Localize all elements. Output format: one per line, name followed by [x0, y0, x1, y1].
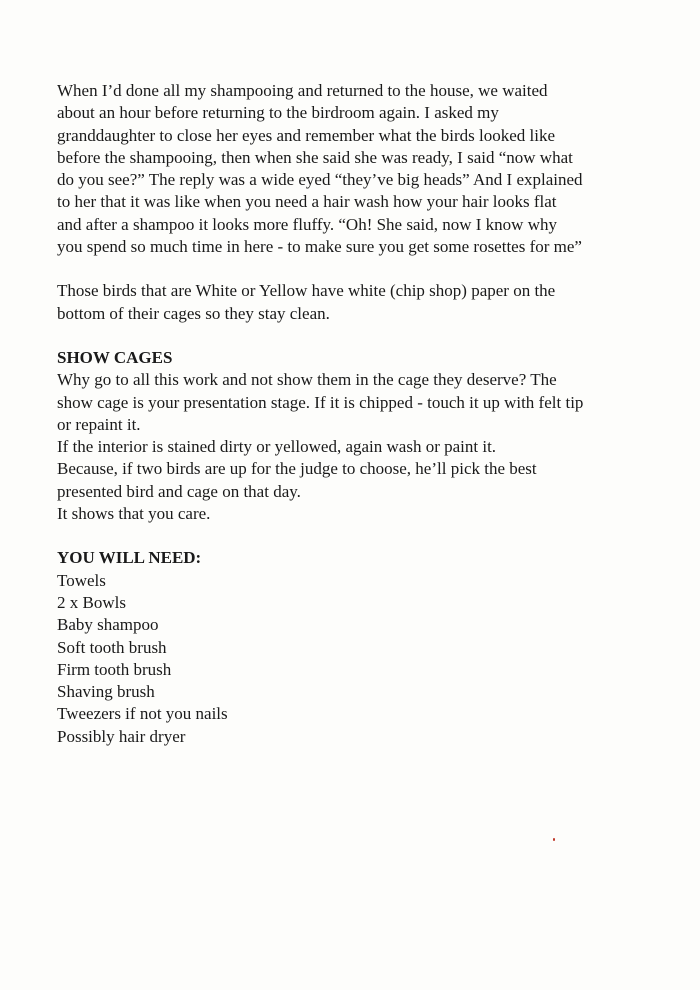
text-line: Those birds that are White or Yellow have white (chip shop) paper on the — [57, 281, 556, 301]
text-line: Because, if two birds are up for the judge to choose, he’ll pick the best — [57, 459, 537, 479]
list-item: 2 x Bowls — [57, 592, 126, 612]
section-you-will-need — [57, 547, 657, 748]
text-line: before the shampooing, then when she said she was ready, I said “now what — [57, 147, 573, 167]
text-line: or repaint it. — [57, 414, 141, 434]
list-item: Tweezers if not you nails — [57, 704, 228, 724]
text-line: granddaughter to close her eyes and remember what the birds looked like — [57, 125, 556, 145]
text-line: you spend so much time in here - to make sure you get some rosettes for me” — [57, 237, 582, 257]
paragraph-white-yellow-birds — [57, 280, 657, 325]
list-item: Shaving brush — [57, 682, 155, 702]
list-item: Towels — [57, 570, 106, 590]
scan-speck — [553, 838, 555, 841]
list-item: Baby shampoo — [57, 615, 159, 635]
text-line: When I’d done all my shampooing and returned to the house, we waited — [57, 81, 548, 100]
paragraph-spacer — [57, 325, 657, 347]
text-line: It shows that you care. — [57, 504, 211, 524]
document-body — [57, 80, 657, 748]
section-show-cages — [57, 347, 657, 525]
text-line: and after a shampoo it looks more fluffy. “Oh! She said, now I know why — [57, 214, 557, 234]
text-line: bottom of their cages so they stay clean. — [57, 303, 330, 323]
section-heading-you-will-need: YOU WILL NEED: — [57, 548, 202, 568]
list-item: Possibly hair dryer — [57, 726, 186, 746]
text-line: If the interior is stained dirty or yellowed, again wash or paint it. — [57, 437, 497, 457]
text-line: do you see?” The reply was a wide eyed “they’ve big heads” And I explained — [57, 170, 583, 190]
text-line: Why go to all this work and not show them in the cage they deserve? The — [57, 370, 557, 390]
text-line: show cage is your presentation stage. If it is chipped - touch it up with felt tip — [57, 392, 584, 412]
paragraph-spacer — [57, 258, 657, 280]
text-line: to her that it was like when you need a hair wash how your hair looks flat — [57, 192, 557, 212]
text-line: presented bird and cage on that day. — [57, 481, 301, 501]
paragraph-spacer — [57, 525, 657, 547]
section-heading-show-cages: SHOW CAGES — [57, 347, 173, 367]
list-item: Firm tooth brush — [57, 659, 172, 679]
text-line: about an hour before returning to the birdroom again. I asked my — [57, 103, 499, 123]
paragraph-shampoo-story — [57, 80, 657, 258]
list-item: Soft tooth brush — [57, 637, 167, 657]
